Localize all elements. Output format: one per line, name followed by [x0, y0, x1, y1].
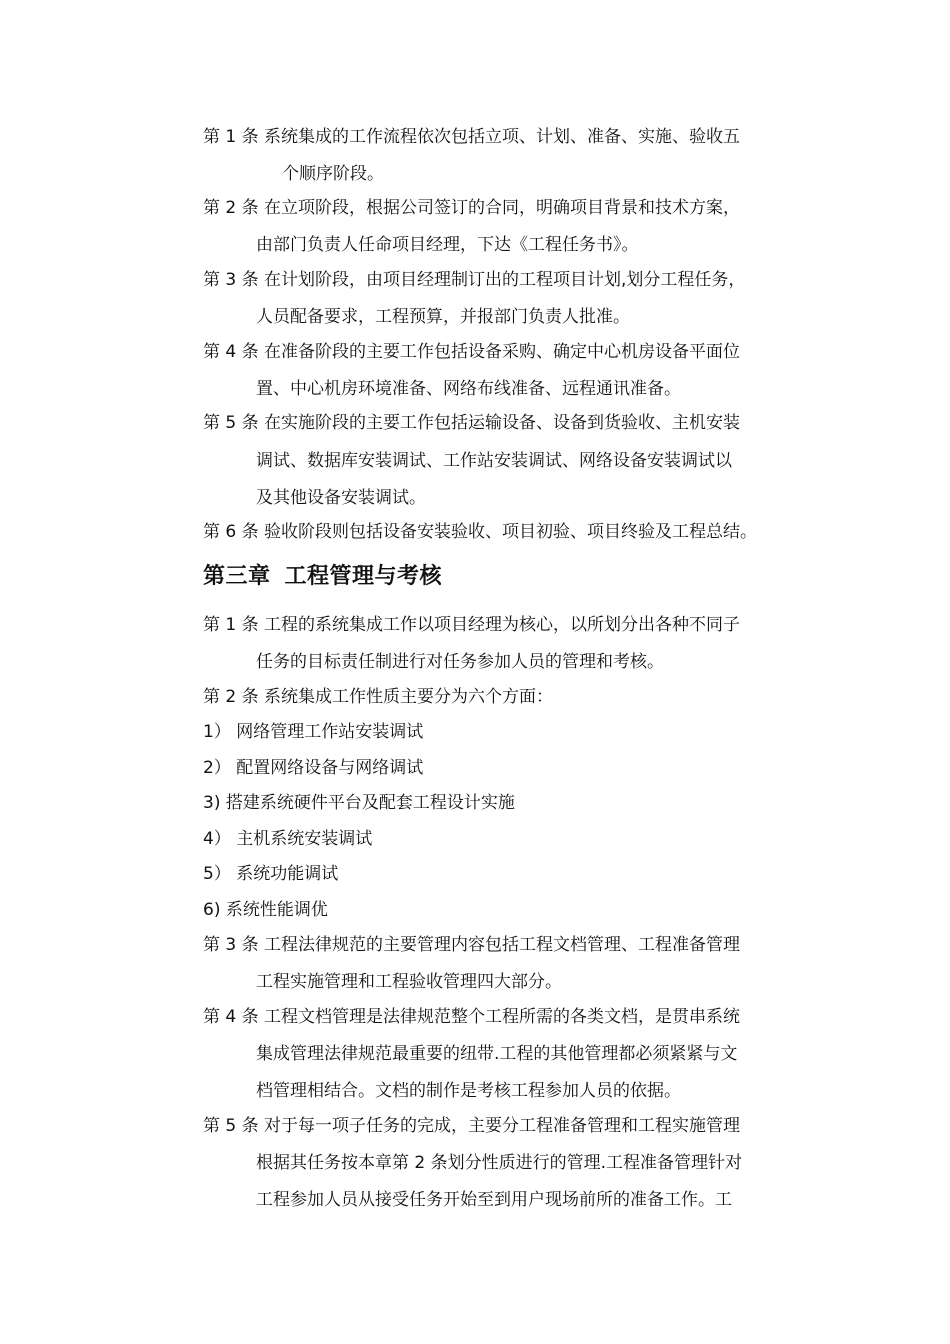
s1-a2-line1: 第 2 条 在立项阶段，根据公司签订的合同，明确项目背景和技术方案，	[203, 198, 741, 218]
s1-a3-line1: 第 3 条 在计划阶段，由项目经理制订出的工程项目计划,划分工程任务，	[203, 270, 746, 290]
s1-a5-line1: 第 5 条 在实施阶段的主要工作包括运输设备、设备到货验收、主机安装	[203, 413, 741, 433]
c3-a1-line1: 第 1 条 工程的系统集成工作以项目经理为核心，以所划分出各种不同子	[203, 615, 741, 635]
c3-a3-line2: 工程实施管理和工程验收管理四大部分。	[256, 972, 562, 992]
s1-a4-line1: 第 4 条 在准备阶段的主要工作包括设备采购、确定中心机房设备平面位	[203, 342, 741, 362]
c3-a2-line1: 第 2 条 系统集成工作性质主要分为六个方面：	[203, 687, 554, 707]
chapter-number: 第三章	[203, 564, 271, 589]
c3-a4-line1: 第 4 条 工程文档管理是法律规范整个工程所需的各类文档，是贯串系统	[203, 1007, 741, 1027]
s1-a2-line2: 由部门负责人任命项目经理，下达《工程任务书》。	[256, 235, 639, 255]
s1-a5-line2: 调试、数据库安装调试、工作站安装调试、网络设备安装调试以	[256, 451, 732, 471]
list-item-3: 3) 搭建系统硬件平台及配套工程设计实施	[203, 793, 515, 813]
c3-a5-line2: 根据其任务按本章第 2 条划分性质进行的管理.工程准备管理针对	[256, 1153, 743, 1173]
c3-a3-line1: 第 3 条 工程法律规范的主要管理内容包括工程文档管理、工程准备管理	[203, 935, 741, 955]
list-item-6: 6) 系统性能调优	[203, 900, 328, 920]
chapter-heading	[203, 563, 442, 591]
s1-a1-line2: 个顺序阶段。	[282, 164, 384, 184]
list-item-2: 2） 配置网络设备与网络调试	[203, 758, 424, 778]
list-item-5: 5） 系统功能调试	[203, 864, 339, 884]
c3-a4-line2: 集成管理法律规范最重要的纽带.工程的其他管理都必须紧紧与文	[256, 1044, 738, 1064]
c3-a4-line3: 档管理相结合。文档的制作是考核工程参加人员的依据。	[256, 1081, 681, 1101]
s1-a6-line1: 第 6 条 验收阶段则包括设备安装验收、项目初验、项目终验及工程总结。	[203, 522, 758, 542]
s1-a4-line2: 置、中心机房环境准备、网络布线准备、远程通讯准备。	[256, 379, 681, 399]
s1-a3-line2: 人员配备要求，工程预算，并报部门负责人批准。	[256, 307, 630, 327]
c3-a5-line1: 第 5 条 对于每一项子任务的完成，主要分工程准备管理和工程实施管理	[203, 1116, 741, 1136]
c3-a1-line2: 任务的目标责任制进行对任务参加人员的管理和考核。	[256, 652, 664, 672]
c3-a5-line3: 工程参加人员从接受任务开始至到用户现场前所的准备工作。工	[256, 1190, 732, 1210]
list-item-4: 4） 主机系统安装调试	[203, 829, 373, 849]
chapter-title: 工程管理与考核	[284, 564, 443, 589]
list-item-1: 1） 网络管理工作站安装调试	[203, 722, 424, 742]
s1-a5-line3: 及其他设备安装调试。	[256, 488, 426, 508]
s1-a1-line1: 第 1 条 系统集成的工作流程依次包括立项、计划、准备、实施、验收五	[203, 127, 741, 147]
